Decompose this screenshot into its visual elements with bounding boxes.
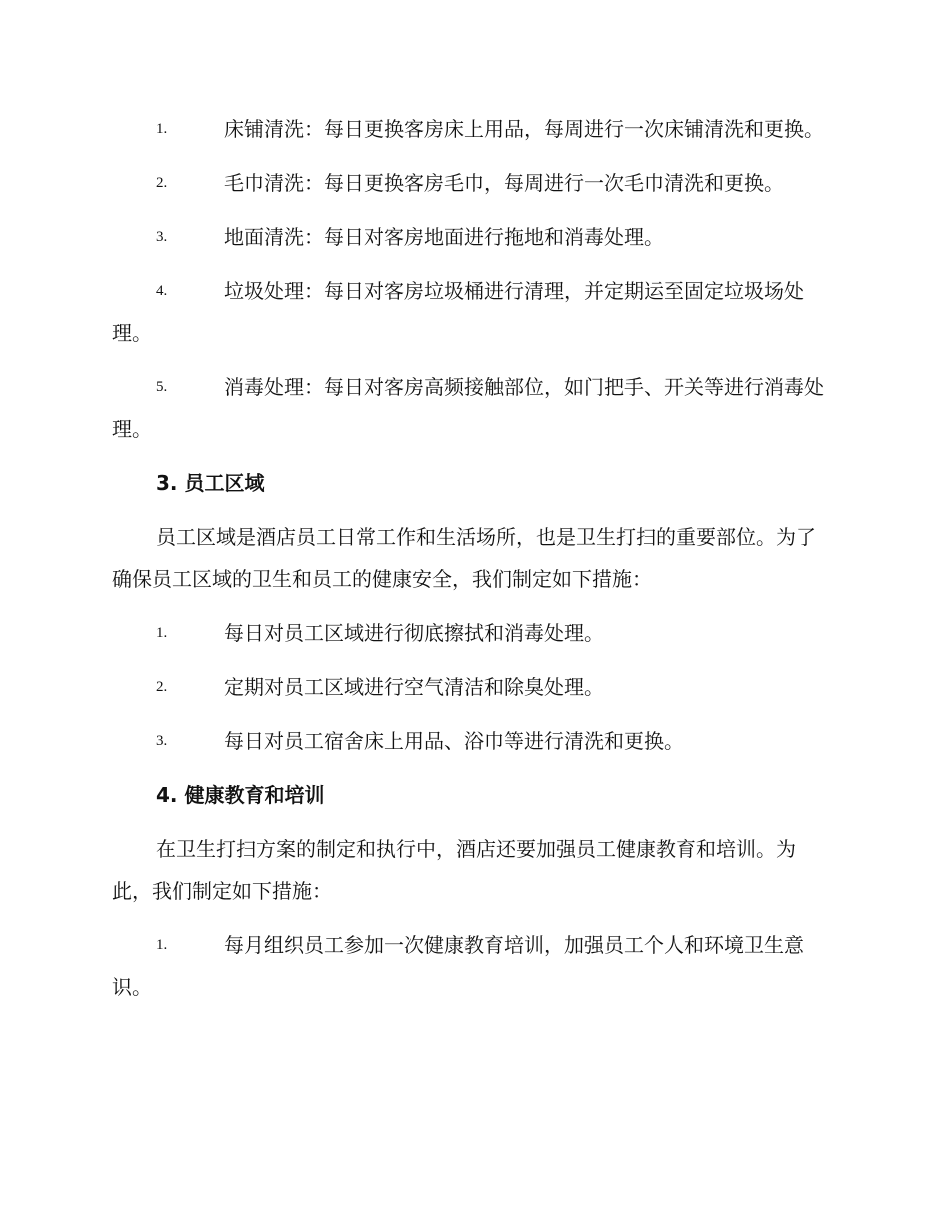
list-text: 毛巾清洗：每日更换客房毛巾，每周进行一次毛巾清洗和更换。 [224, 171, 784, 195]
list-text: 床铺清洗：每日更换客房床上用品，每周进行一次床铺清洗和更换。 [224, 117, 824, 141]
list-text: 每月组织员工参加一次健康教育培训，加强员工个人和环境卫生意识。 [112, 933, 804, 999]
list-text: 定期对员工区域进行空气清洁和除臭处理。 [224, 675, 604, 699]
list-text: 每日对员工宿舍床上用品、浴巾等进行清洗和更换。 [224, 729, 684, 753]
list-number: 2. [156, 679, 168, 695]
document-body [112, 108, 834, 1020]
list-text: 消毒处理：每日对客房高频接触部位，如门把手、开关等进行消毒处理。 [112, 375, 824, 441]
section-paragraph: 员工区域是酒店员工日常工作和生活场所，也是卫生打扫的重要部位。为了确保员工区域的卫生和员工的健康安全，我们制定如下措施： [112, 525, 816, 591]
list-number: 5. [156, 379, 168, 395]
list-item [112, 720, 834, 762]
list-number: 1. [156, 625, 168, 641]
list-number: 3. [156, 733, 168, 749]
list-number: 1. [156, 937, 168, 953]
list-item [112, 216, 834, 258]
list-item [112, 924, 834, 1008]
list-number: 3. [156, 229, 168, 245]
list-item [112, 366, 834, 450]
section-heading: 3. 员工区域 [156, 471, 265, 495]
list-item [112, 270, 834, 354]
section-heading: 4. 健康教育和培训 [156, 783, 325, 807]
section-paragraph: 在卫生打扫方案的制定和执行中，酒店还要加强员工健康教育和培训。为此，我们制定如下措施： [112, 837, 796, 903]
list-number: 2. [156, 175, 168, 191]
list-item [112, 612, 834, 654]
list-item [112, 162, 834, 204]
list-text: 垃圾处理：每日对客房垃圾桶进行清理，并定期运至固定垃圾场处理。 [112, 279, 804, 345]
list-number: 1. [156, 121, 168, 137]
list-text: 每日对员工区域进行彻底擦拭和消毒处理。 [224, 621, 604, 645]
list-item [112, 666, 834, 708]
list-number: 4. [156, 283, 168, 299]
list-text: 地面清洗：每日对客房地面进行拖地和消毒处理。 [224, 225, 664, 249]
list-item [112, 108, 834, 150]
